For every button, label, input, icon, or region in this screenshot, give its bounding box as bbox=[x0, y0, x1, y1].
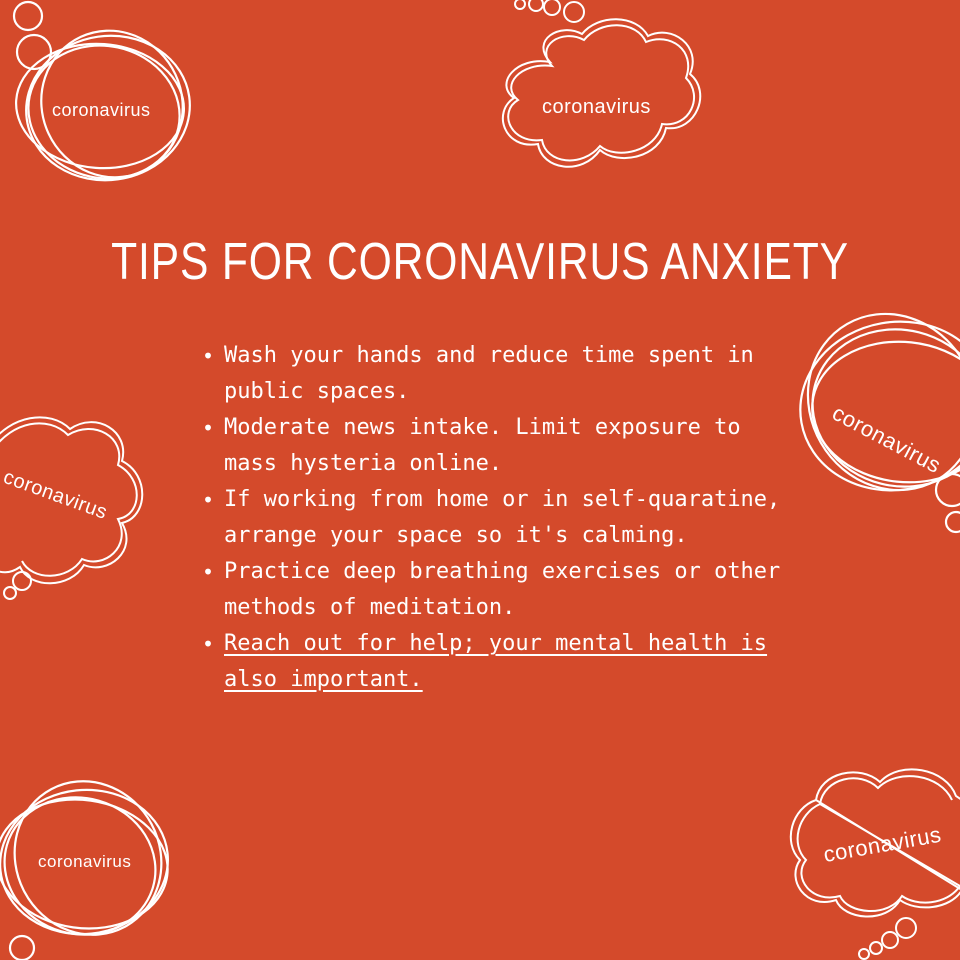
list-item[interactable] bbox=[196, 626, 796, 698]
bubble-label: coronavirus bbox=[542, 96, 651, 118]
tip-text: Practice deep breathing exercises or other methods of meditation. bbox=[224, 559, 781, 620]
tips-list bbox=[196, 338, 796, 698]
thought-cloud-bubble-icon bbox=[490, 0, 710, 190]
list-item bbox=[196, 410, 796, 482]
bullet-icon: • bbox=[202, 344, 215, 368]
bullet-icon: • bbox=[202, 560, 215, 584]
bubble-label: coronavirus bbox=[828, 400, 946, 479]
list-item bbox=[196, 554, 796, 626]
bubble-label: coronavirus bbox=[0, 466, 111, 524]
tip-text: Moderate news intake. Limit exposure to mass hysteria online. bbox=[224, 415, 741, 476]
scribble-circle-bubble-icon bbox=[796, 296, 960, 536]
thought-cloud-bubble-icon bbox=[786, 760, 960, 960]
bubble-label: coronavirus bbox=[52, 100, 151, 120]
help-link[interactable]: Reach out for help; your mental health is also important. bbox=[224, 631, 768, 692]
bubble-label: coronavirus bbox=[38, 852, 132, 871]
bullet-icon: • bbox=[202, 488, 215, 512]
list-item bbox=[196, 482, 796, 554]
bullet-icon: • bbox=[202, 632, 215, 656]
bubble-label: coronavirus bbox=[821, 821, 944, 868]
page-title: TIPS FOR CORONAVIRUS ANXIETY bbox=[111, 233, 849, 291]
tip-text: If working from home or in self-quaratine, arrange your space so it's calming. bbox=[224, 487, 781, 548]
list-item bbox=[196, 338, 796, 410]
bullet-icon: • bbox=[202, 416, 215, 440]
tip-text: Wash your hands and reduce time spent in public spaces. bbox=[224, 343, 754, 404]
